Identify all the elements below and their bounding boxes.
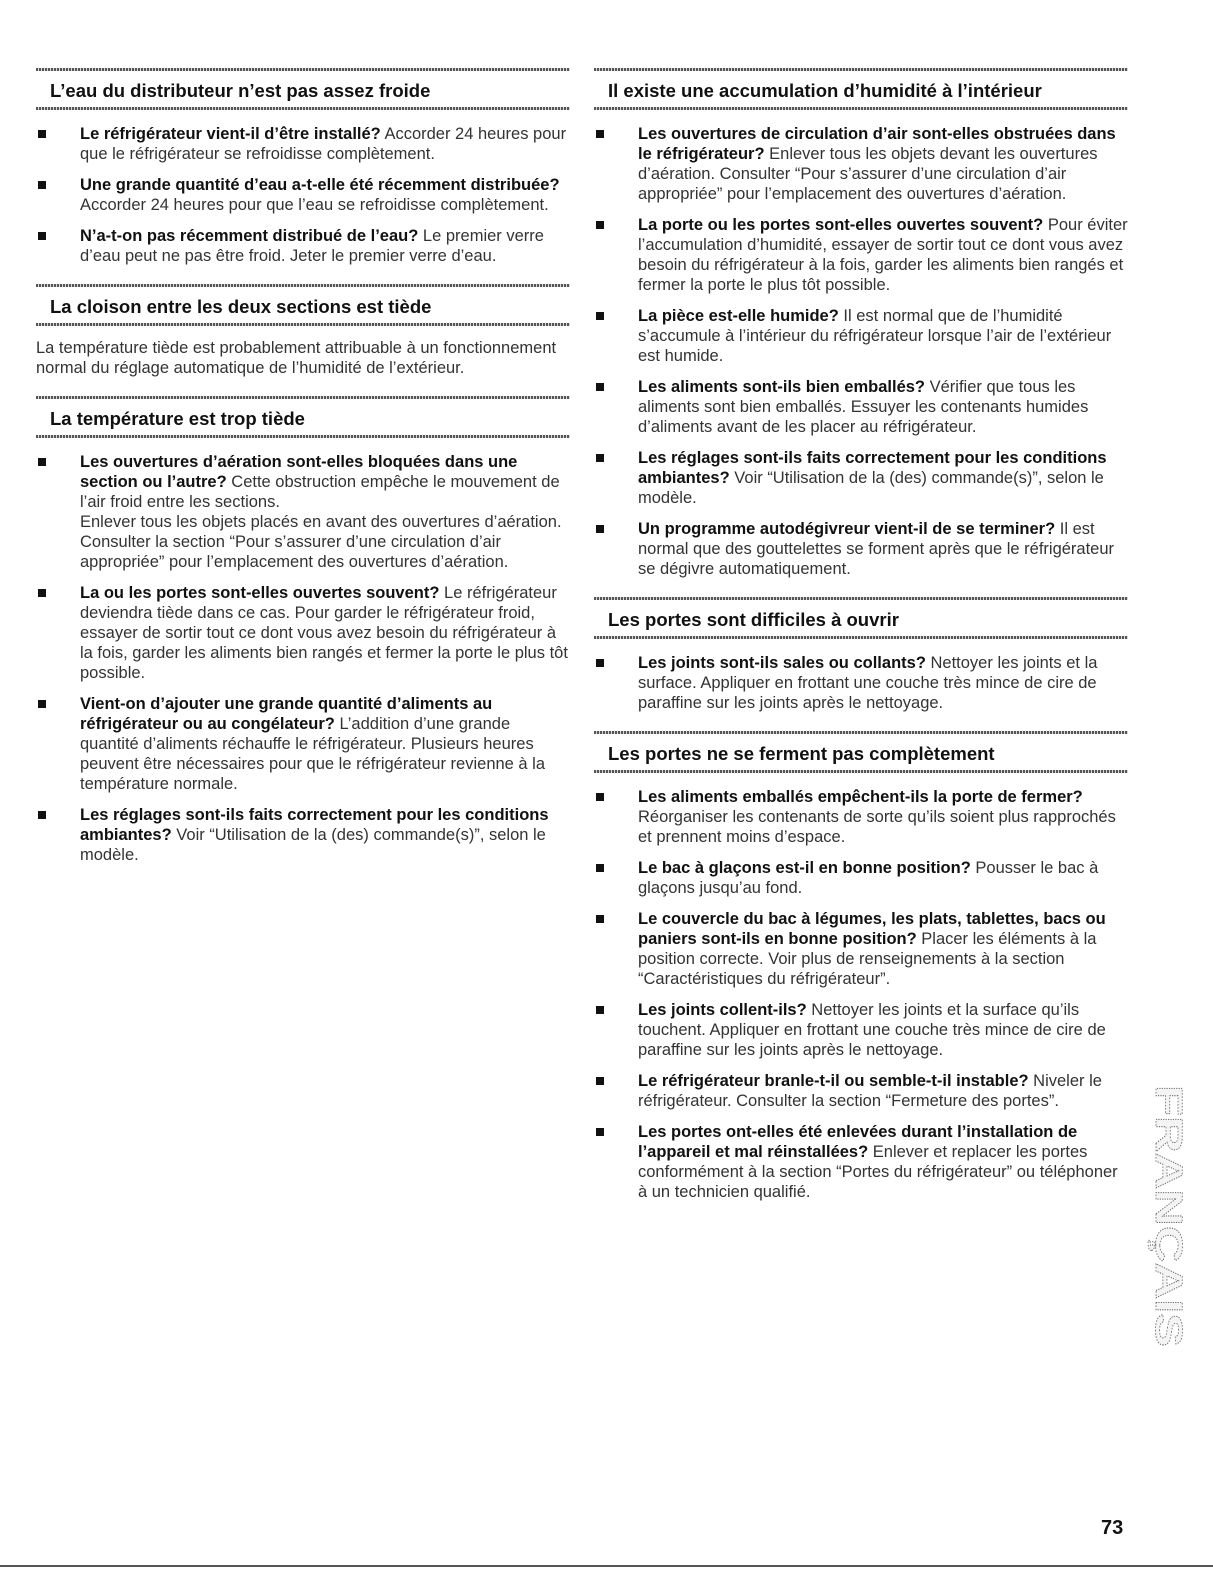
question: La porte ou les portes sont-elles ouvertes souvent?: [638, 216, 1044, 234]
answer: Nettoyer les joints et la surface. Appliquer en frottant une couche très mince de cire de paraffine sur les joints après le nettoyage.: [638, 654, 1098, 712]
bullet-icon: [38, 811, 46, 819]
footer-rule: [0, 1565, 1213, 1567]
answer-continued: Enlever tous les objets placés en avant des ouvertures d’aération. Consulter la section “Pour s’assurer d’une circulation d’air appropriée” pour l’emplacement des ouvertures d’aération.: [80, 513, 562, 571]
divider: [594, 636, 1128, 639]
question: Le réfrigérateur branle-t-il ou semble-t-il instable?: [638, 1072, 1029, 1090]
section-heading: Il existe une accumulation d’humidité à l’intérieur: [608, 80, 1042, 101]
side-tab-label: FRANÇAIS: [1147, 1085, 1189, 1282]
section-doors-hard-to-open: [594, 597, 1128, 713]
list-item: [594, 377, 1128, 437]
bullet-icon: [38, 232, 46, 240]
question: Les ouvertures d’aération sont-elles bloquées dans une section ou l’autre?: [80, 453, 518, 491]
bullet-icon: [38, 181, 46, 189]
question: Les portes ont-elles été enlevées durant l’installation de l’appareil et mal réinstallées?: [638, 1123, 1078, 1161]
section-heading: La température est trop tiède: [50, 408, 305, 429]
list-item: [36, 452, 570, 572]
bullet-icon: [596, 1006, 604, 1014]
bullet-icon: [596, 130, 604, 138]
question: Un programme autodégivreur vient-il de se terminer?: [638, 520, 1056, 538]
list-item: [36, 583, 570, 683]
item-list: [594, 124, 1128, 579]
side-tab-graphic: [1147, 1085, 1189, 1350]
list-item: [36, 805, 570, 865]
question: Le réfrigérateur vient-il d’être installé?: [80, 125, 381, 143]
answer: Le réfrigérateur deviendra tiède dans ce cas. Pour garder le réfrigérateur froid, essayer de sortir tout ce dont vous avez besoin du réfrigérateur à la fois, garder les aliments bien rangés et fermer la porte le plus tôt possible.: [80, 584, 568, 682]
list-item: [594, 448, 1128, 508]
question: La pièce est-elle humide?: [638, 307, 839, 325]
list-item: [36, 694, 570, 794]
bullet-icon: [596, 221, 604, 229]
section-heading: La cloison entre les deux sections est tiède: [50, 296, 432, 317]
paragraph: La température tiède est probablement attribuable à un fonctionnement normal du réglage automatique de l’humidité de l’extérieur.: [36, 339, 557, 377]
section-heading: Les portes sont difficiles à ouvrir: [608, 609, 899, 630]
section-heading: Les portes ne se ferment pas complètement: [608, 743, 995, 764]
divider: [36, 107, 570, 110]
answer: L’addition d’une grande quantité d’aliments réchauffe le réfrigérateur. Plusieurs heures peuvent être nécessaires pour que le réfrigérateur revienne à la température normale.: [80, 715, 546, 793]
question: Le couvercle du bac à légumes, les plats, tablettes, bacs ou paniers sont-ils en bonne position?: [638, 910, 1106, 948]
answer: Accorder 24 heures pour que l’eau se refroidisse complètement.: [80, 196, 549, 214]
bullet-icon: [596, 1077, 604, 1085]
item-list: [594, 787, 1128, 1202]
list-item: [594, 1000, 1128, 1060]
bullet-icon: [596, 1128, 604, 1136]
answer: Nettoyer les joints et la surface qu’ils touchent. Appliquer en frottant une couche très mince de cire de paraffine sur les joints après le nettoyage.: [638, 1001, 1106, 1059]
question: Vient-on d’ajouter une grande quantité d’aliments au réfrigérateur ou au congélateur?: [80, 695, 493, 733]
answer: Vérifier que tous les aliments sont bien emballés. Essuyer les contenants humides d’aliments avant de les placer au réfrigérateur.: [638, 378, 1089, 436]
item-list: [36, 124, 570, 266]
language-side-tab: [1147, 1085, 1189, 1350]
list-item: [594, 124, 1128, 204]
bullet-icon: [596, 383, 604, 391]
list-item: [594, 306, 1128, 366]
answer: Pousser le bac à glaçons jusqu’au fond.: [638, 859, 1099, 897]
question: Les aliments emballés empêchent-ils la porte de fermer?: [638, 788, 1083, 806]
question: La ou les portes sont-elles ouvertes souvent?: [80, 584, 440, 602]
item-list: [36, 452, 570, 865]
section-doors-not-closing: [594, 731, 1128, 1202]
right-column: [594, 68, 1128, 1220]
bullet-icon: [596, 793, 604, 801]
bullet-icon: [596, 915, 604, 923]
bullet-icon: [38, 130, 46, 138]
list-item: [36, 124, 570, 164]
answer: Il est normal que de l’humidité s’accumule à l’intérieur du réfrigérateur lorsque l’air de l’extérieur est humide.: [638, 307, 1112, 365]
bullet-icon: [596, 312, 604, 320]
divider: [594, 107, 1128, 110]
question: Les réglages sont-ils faits correctement pour les conditions ambiantes?: [638, 449, 1107, 487]
question: N’a-t-on pas récemment distribué de l’eau?: [80, 227, 419, 245]
question: Les joints sont-ils sales ou collants?: [638, 654, 926, 672]
question: Les ouvertures de circulation d’air sont-elles obstruées dans le réfrigérateur?: [638, 125, 1116, 163]
list-item: [594, 215, 1128, 295]
divider: [36, 323, 570, 326]
left-column: [36, 68, 570, 883]
bullet-icon: [596, 525, 604, 533]
page-number: 73: [1101, 1517, 1124, 1539]
bullet-icon: [596, 659, 604, 667]
list-item: [594, 1122, 1128, 1202]
list-item: [594, 909, 1128, 989]
question: Les réglages sont-ils faits correctement pour les conditions ambiantes?: [80, 806, 549, 844]
bullet-icon: [38, 700, 46, 708]
section-partition-warm: [36, 284, 570, 378]
section-moisture-inside: [594, 68, 1128, 579]
answer: Enlever et replacer les portes conformément à la section “Portes du réfrigérateur” ou téléphoner à un technicien qualifié.: [638, 1143, 1118, 1201]
divider: [36, 435, 570, 438]
list-item: [594, 653, 1128, 713]
list-item: [36, 226, 570, 266]
answer: Enlever tous les objets devant les ouvertures d’aération. Consulter “Pour s’assurer d’une circulation d’air appropriée” pour l’emplacement des ouvertures d’aération.: [638, 145, 1098, 203]
question: Une grande quantité d’eau a-t-elle été récemment distribuée?: [80, 176, 560, 194]
bullet-icon: [38, 589, 46, 597]
section-water-not-cold: [36, 68, 570, 266]
list-item: [594, 787, 1128, 847]
list-item: [594, 519, 1128, 579]
question: Les aliments sont-ils bien emballés?: [638, 378, 926, 396]
section-heading: L’eau du distributeur n’est pas assez froide: [50, 80, 431, 101]
answer: Pour éviter l’accumulation d’humidité, essayer de sortir tout ce dont vous avez besoin du réfrigérateur à la fois, garder les aliments bien rangés et fermer la porte le plus tôt possible.: [638, 216, 1128, 294]
answer: Cette obstruction empêche le mouvement de l’air froid entre les sections.: [80, 473, 560, 511]
list-item: [36, 175, 570, 215]
answer: Réorganiser les contenants de sorte qu’ils soient plus rapprochés et prennent moins d’espace.: [638, 808, 1116, 846]
list-item: [594, 1071, 1128, 1111]
question: Le bac à glaçons est-il en bonne position?: [638, 859, 971, 877]
answer: Placer les éléments à la position correcte. Voir plus de renseignements à la section “Caractéristiques du réfrigérateur”.: [638, 930, 1097, 988]
bullet-icon: [38, 458, 46, 466]
item-list: [594, 653, 1128, 713]
section-temperature-too-warm: [36, 396, 570, 865]
answer: Voir “Utilisation de la (des) commande(s)”, selon le modèle.: [638, 469, 1104, 507]
answer: Niveler le réfrigérateur. Consulter la section “Fermeture des portes”.: [638, 1072, 1102, 1110]
answer: Le premier verre d’eau peut ne pas être froid. Jeter le premier verre d’eau.: [80, 227, 544, 265]
list-item: [594, 858, 1128, 898]
bullet-icon: [596, 454, 604, 462]
bullet-icon: [596, 864, 604, 872]
divider: [594, 770, 1128, 773]
question: Les joints collent-ils?: [638, 1001, 807, 1019]
answer: Voir “Utilisation de la (des) commande(s)”, selon le modèle.: [80, 826, 546, 864]
answer: Accorder 24 heures pour que le réfrigérateur se refroidisse complètement.: [80, 125, 567, 163]
answer: Il est normal que des gouttelettes se forment après que le réfrigérateur se dégivre automatiquement.: [638, 520, 1115, 578]
